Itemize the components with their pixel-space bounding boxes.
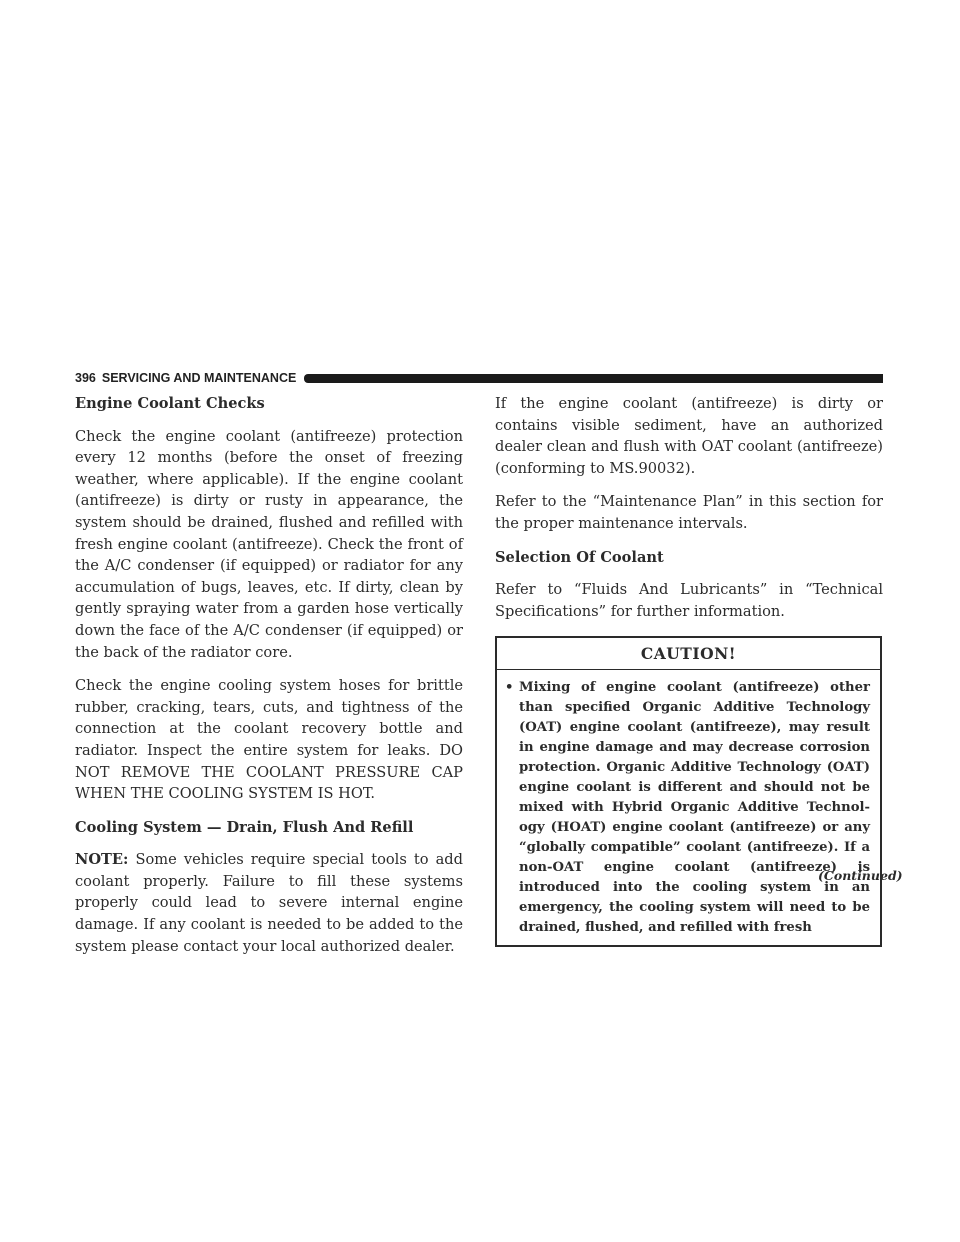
caution-box [495, 636, 882, 947]
continued-label: (Continued) [818, 868, 903, 883]
heading-engine-coolant-checks: Engine Coolant Checks [75, 395, 265, 412]
caution-title: CAUTION! [497, 638, 880, 670]
heading-drain-flush-refill: Cooling System — Drain, Flush And Refill [75, 818, 414, 836]
paragraph-cooling-hoses: Check the engine cooling system hoses for brittle rubber, cracking, tears, cuts, and tightness of the connection at the coolant recovery bottle and radiator. Inspect the entire system for leaks. DO NOT REMOVE THE COOLANT PRESSURE CAP WHEN THE COOLING SYSTEM IS HOT. [75, 677, 463, 803]
note-label: NOTE: [75, 851, 129, 869]
header-rule [304, 374, 883, 383]
left-column [75, 393, 463, 969]
heading-selection-of-coolant: Selection Of Coolant [495, 548, 664, 566]
caution-text: Mixing of engine coolant (antifreeze) other than specified Organic Additive Technology (OAT) engine coolant (antifreeze), may result in engine damage and may decrease corrosion protection. Organic Additive Technology (OAT) engine coolant is different and should not be mixed with Hybrid Organic Additive Technology (HOAT) engine coolant (antifreeze) or any “globally compatible” coolant (antifreeze). If a non-OAT engine coolant (antifreeze) is introduced into the cooling system in an emergency, the cooling system will need to be drained, flushed, and refilled with fresh [519, 679, 870, 935]
caution-body [497, 670, 880, 945]
note-paragraph [75, 849, 463, 957]
page-number: 396 [75, 371, 96, 385]
right-column [495, 393, 883, 947]
paragraph-maintenance-plan: Refer to the “Maintenance Plan” in this section for the proper maintenance intervals. [495, 493, 883, 532]
note-text: Some vehicles require special tools to add coolant properly. Failure to fill these systems properly could lead to severe internal engine damage. If any coolant is needed to be added to the system please contact your local authorized dealer. [75, 851, 463, 955]
caution-list-item [505, 678, 870, 938]
paragraph-coolant-protection: Check the engine coolant (antifreeze) protection every 12 months (before the onset of freezing weather, where applicable). If the engine coolant (antifreeze) is dirty or rusty in appearance, the system should be drained, flushed and refilled with fresh engine coolant (antifreeze). Check the front of the A/C condenser (if equipped) or radiator for any accumulation of bugs, leaves, etc. If dirty, clean by gently spraying water from a garden hose vertically down the face of the A/C condenser (if equipped) or the back of the radiator core. [75, 427, 463, 661]
section-title: SERVICING AND MAINTENANCE [101, 371, 297, 385]
paragraph-fluids-lubricants: Refer to “Fluids And Lubricants” in “Technical Specifications” for further information. [495, 581, 883, 620]
bullet-icon: • [505, 679, 514, 695]
paragraph-dirty-coolant: If the engine coolant (antifreeze) is dirty or contains visible sediment, have an authorized dealer clean and flush with OAT coolant (antifreeze) (conforming to MS.90032). [495, 395, 883, 477]
page-header [75, 371, 883, 385]
